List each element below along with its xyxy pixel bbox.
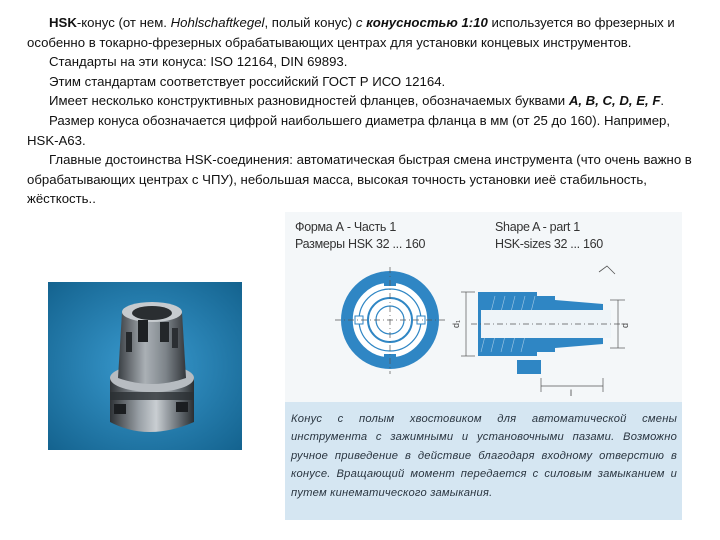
paragraph-standards: Стандарты на эти конуса: ISO 12164, DIN 69893. <box>49 54 348 70</box>
paragraph-advantages: Главные достоинства HSK-соединения: автоматическая быстрая смена инструмента (что очень важно в обрабатывающих центрах с ЧПУ), небольшая масса, высокая точность установки иеё стабильность, жёсткость.. <box>27 152 692 207</box>
text-fragment: с <box>355 15 367 30</box>
text-content <box>27 13 702 209</box>
description-box <box>285 402 682 520</box>
caption-ru-line1: Форма А - Часть 1 <box>295 220 396 234</box>
dim-l-label: l <box>570 388 572 398</box>
paragraph-gost: Этим стандартам соответствует российский ГОСТ Р ИСО 12164. <box>49 73 446 89</box>
caption-en-line1: Shape A - part 1 <box>495 220 580 234</box>
description-text: Конус с полым хвостовиком для автоматической смены инструмента с зажимными и установочными пазами. Возможно ручное приведение в действие благодаря входному отверстию в конусе. Вращающий момент передается с силовым замыканием и путем кинематического замыкания. <box>291 413 677 499</box>
hsk-holder-illustration <box>48 282 242 450</box>
caption-en-line2: HSK-sizes 32 ... 160 <box>495 237 603 251</box>
text-fragment: , полый конус) <box>264 15 356 30</box>
dim-d-label: d <box>620 322 630 328</box>
dim-d1-label: d₁ <box>451 319 461 328</box>
flange-letters: A, B, C, D, E, F <box>568 93 661 109</box>
text-fragment: Имеет несколько конструктивных разновидностей фланцев, обозначаемых буквами <box>49 93 569 109</box>
paragraph-flange-variants <box>27 91 702 111</box>
term-taper: конусностью 1:10 <box>366 15 488 30</box>
text-fragment: . <box>660 93 665 109</box>
technical-drawing-panel <box>285 212 682 520</box>
term-german: Hohlschaftkegel <box>170 15 265 30</box>
text-fragment: -конус (от нем. <box>76 15 171 30</box>
paragraph-hsk-definition <box>27 13 702 52</box>
hsk-drawing <box>285 212 682 402</box>
hsk-holder-photo <box>48 282 242 450</box>
term-hsk: HSK <box>49 15 77 30</box>
section-view <box>461 266 625 392</box>
text-fragment: используется во фрезерных и особенно в токарно-фрезерных обрабатывающих центрах для установки концевых инструментов. <box>27 15 675 50</box>
caption-ru-line2: Размеры HSK 32 ... 160 <box>295 237 426 251</box>
paragraph-size-designation: Размер конуса обозначается цифрой наибольшего диаметра фланца в мм (от 25 до 160). Например, HSK-A63. <box>27 112 671 148</box>
end-view <box>335 267 445 374</box>
drawing-area <box>285 212 682 402</box>
